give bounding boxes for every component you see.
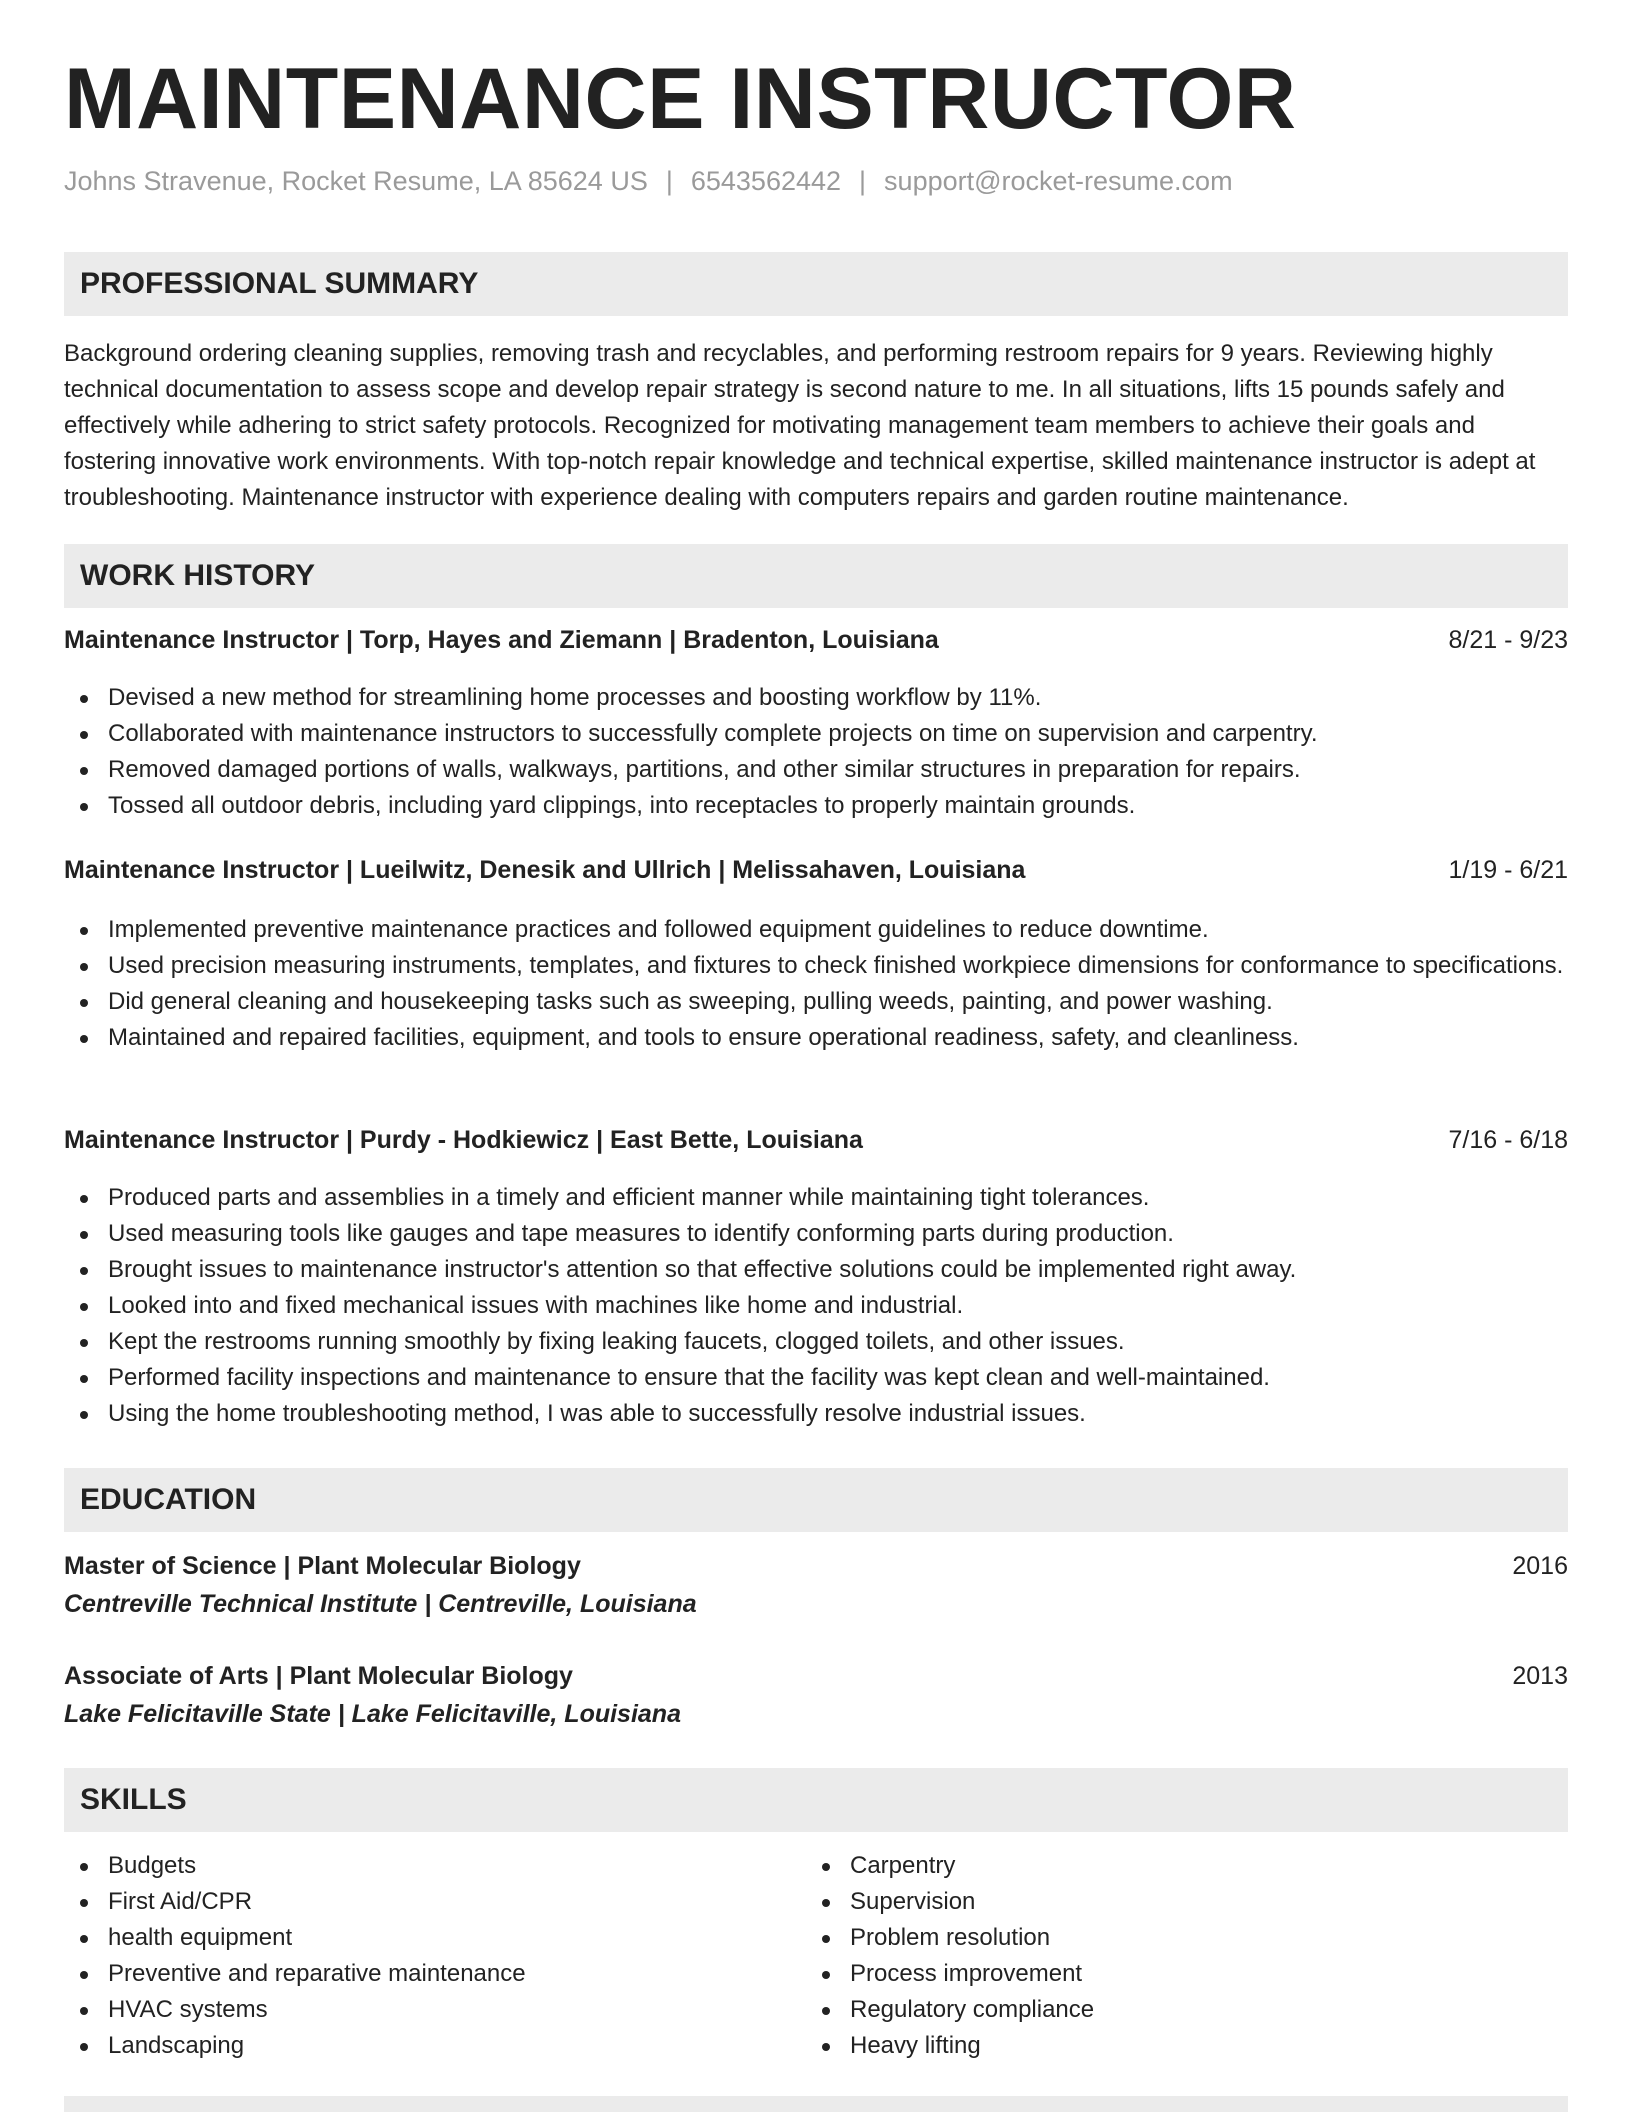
education-school: Lake Felicitaville State | Lake Felicitaville, Louisiana	[64, 1700, 681, 1728]
contact-address: Johns Stravenue, Rocket Resume, LA 85624 US	[64, 166, 648, 196]
list-item: Collaborated with maintenance instructors to successfully complete projects on time on supervision and carpentry.	[64, 716, 1568, 752]
section-title: EDUCATION	[80, 1483, 257, 1516]
list-item: Tossed all outdoor debris, including yard clippings, into receptacles to properly maintain grounds.	[64, 788, 1568, 824]
skills-list-right	[806, 1848, 1506, 2064]
list-item: Kept the restrooms running smoothly by fixing leaking faucets, clogged toilets, and other issues.	[64, 1324, 1568, 1360]
section-header-skills	[64, 1768, 1568, 1832]
skill-item: Regulatory compliance	[806, 1992, 1506, 2028]
contact-email: support@rocket-resume.com	[884, 166, 1233, 196]
skill-item: Preventive and reparative maintenance	[64, 1956, 764, 1992]
education-school: Centreville Technical Institute | Centreville, Louisiana	[64, 1590, 697, 1618]
list-item: Performed facility inspections and maintenance to ensure that the facility was kept clean and well-maintained.	[64, 1360, 1568, 1396]
skill-item: Problem resolution	[806, 1920, 1506, 1956]
education-year: 2013	[1512, 1662, 1568, 1690]
job-bullets	[64, 912, 1568, 1056]
job-dates: 8/21 - 9/23	[1448, 626, 1568, 654]
skill-item: Heavy lifting	[806, 2028, 1506, 2064]
education-degree: Associate of Arts | Plant Molecular Biology	[64, 1662, 573, 1690]
skills-list-left	[64, 1848, 764, 2064]
skill-item: Supervision	[806, 1884, 1506, 1920]
list-item: Removed damaged portions of walls, walkways, partitions, and other similar structures in preparation for repairs.	[64, 752, 1568, 788]
section-title: PROFESSIONAL SUMMARY	[80, 267, 479, 300]
list-item: Did general cleaning and housekeeping tasks such as sweeping, pulling weeds, painting, and power washing.	[64, 984, 1568, 1020]
section-header-next	[64, 2096, 1568, 2112]
job-dates: 7/16 - 6/18	[1448, 1126, 1568, 1154]
skill-item: HVAC systems	[64, 1992, 764, 2028]
section-header-work-history	[64, 544, 1568, 608]
section-header-summary	[64, 252, 1568, 316]
list-item: Produced parts and assemblies in a timely and efficient manner while maintaining tight tolerances.	[64, 1180, 1568, 1216]
skill-item: Landscaping	[64, 2028, 764, 2064]
section-title: WORK HISTORY	[80, 559, 316, 592]
contact-separator: |	[665, 166, 673, 196]
contact-separator: |	[859, 166, 867, 196]
job-title: Maintenance Instructor | Torp, Hayes and Ziemann | Bradenton, Louisiana	[64, 626, 939, 654]
list-item: Used precision measuring instruments, templates, and fixtures to check finished workpiece dimensions for conformance to specifications.	[64, 948, 1568, 984]
skill-item: health equipment	[64, 1920, 764, 1956]
list-item: Used measuring tools like gauges and tape measures to identify conforming parts during production.	[64, 1216, 1568, 1252]
skill-item: First Aid/CPR	[64, 1884, 764, 1920]
list-item: Implemented preventive maintenance practices and followed equipment guidelines to reduce downtime.	[64, 912, 1568, 948]
job-bullets	[64, 1180, 1568, 1432]
list-item: Devised a new method for streamlining home processes and boosting workflow by 11%.	[64, 680, 1568, 716]
job-dates: 1/19 - 6/21	[1448, 856, 1568, 884]
job-title: Maintenance Instructor | Purdy - Hodkiewicz | East Bette, Louisiana	[64, 1126, 863, 1154]
education-degree: Master of Science | Plant Molecular Biology	[64, 1552, 581, 1580]
education-year: 2016	[1512, 1552, 1568, 1580]
skill-item: Process improvement	[806, 1956, 1506, 1992]
contact-phone: 6543562442	[690, 166, 842, 196]
contact-line	[64, 168, 1233, 195]
section-header-education	[64, 1468, 1568, 1532]
job-title: Maintenance Instructor | Lueilwitz, Denesik and Ullrich | Melissahaven, Louisiana	[64, 856, 1026, 884]
list-item: Looked into and fixed mechanical issues with machines like home and industrial.	[64, 1288, 1568, 1324]
skill-item: Budgets	[64, 1848, 764, 1884]
list-item: Brought issues to maintenance instructor's attention so that effective solutions could be implemented right away.	[64, 1252, 1568, 1288]
summary-text: Background ordering cleaning supplies, removing trash and recyclables, and performing restroom repairs for 9 years. Reviewing highly technical documentation to assess scope and develop repair strategy is second nature to me. In all situations, lifts 15 pounds safely and effectively while adhering to strict safety protocols. Recognized for motivating management team members to achieve their goals and fostering innovative work environments. With top-notch repair knowledge and technical expertise, skilled maintenance instructor is adept at troubleshooting. Maintenance instructor with experience dealing with computers repairs and garden routine maintenance.	[64, 340, 1536, 511]
skill-item: Carpentry	[806, 1848, 1506, 1884]
list-item: Using the home troubleshooting method, I was able to successfully resolve industrial issues.	[64, 1396, 1568, 1432]
list-item: Maintained and repaired facilities, equipment, and tools to ensure operational readiness, safety, and cleanliness.	[64, 1020, 1568, 1056]
resume-name: MAINTENANCE INSTRUCTOR	[64, 51, 1297, 147]
job-bullets	[64, 680, 1568, 824]
section-title: SKILLS	[80, 1783, 187, 1816]
